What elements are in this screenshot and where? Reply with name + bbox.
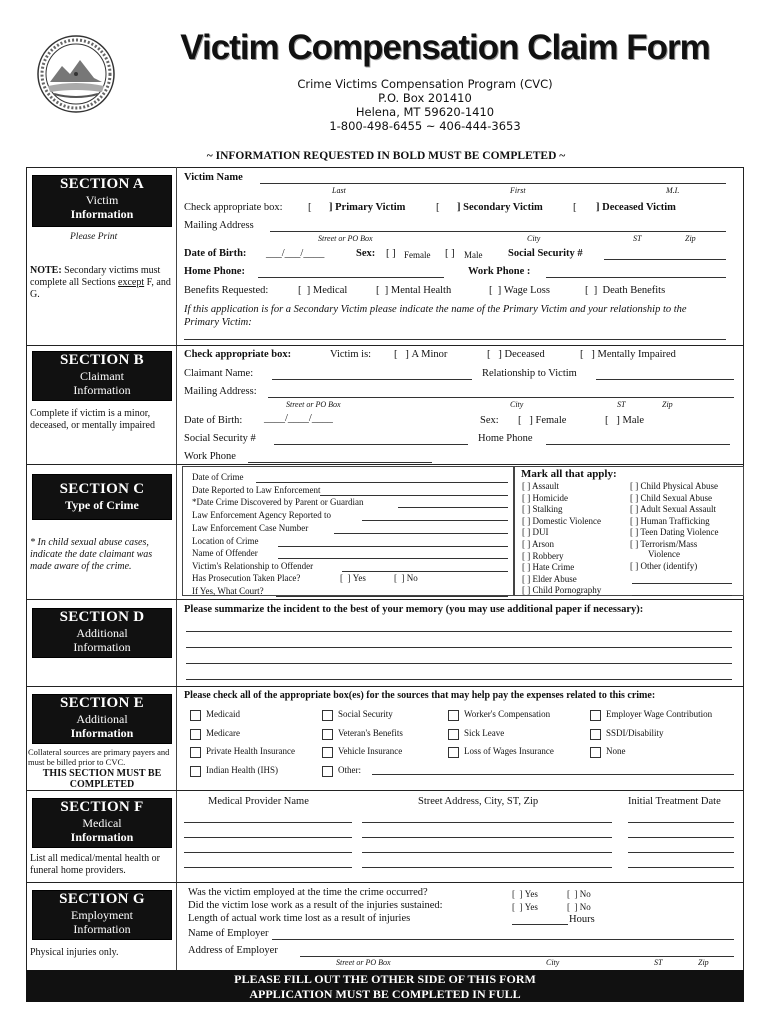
collateral-option-label: Vehicle Insurance <box>338 746 403 756</box>
employer-name-label: Name of Employer <box>188 928 269 939</box>
separator <box>26 790 744 791</box>
footer-line-1: PLEASE FILL OUT THE OTHER SIDE OF THIS FORM <box>234 972 536 986</box>
other-source-field[interactable] <box>372 774 734 775</box>
collateral-option-label: Employer Wage Contribution <box>606 709 713 719</box>
home-phone-field-b[interactable] <box>546 444 730 445</box>
incident-line-3[interactable] <box>186 663 732 664</box>
crime-field-label: Law Enforcement Agency Reported to <box>192 510 331 521</box>
lose-work-no[interactable]: No <box>579 902 591 912</box>
section-f-header: SECTION F Medical Information <box>32 798 172 848</box>
collateral-checkbox[interactable] <box>190 729 201 740</box>
crime-field-label: *Date Crime Discovered by Parent or Guardian <box>192 497 364 508</box>
provider-col-header: Medical Provider Name <box>208 796 309 807</box>
home-phone-label: Home Phone: <box>184 266 245 277</box>
city-label-b: City <box>510 400 524 409</box>
dob-label-b: Date of Birth: <box>184 415 243 426</box>
dob-field-b[interactable]: ____/____/____ <box>264 413 333 424</box>
provider-entry-field[interactable] <box>362 837 612 838</box>
collateral-option-label: Other: <box>338 764 361 775</box>
secondary-victim-label: Secondary Victim <box>463 202 543 213</box>
section-a-header: SECTION A Victim Information <box>32 175 172 227</box>
section-e-required: THIS SECTION MUST BE COMPLETED <box>42 768 162 790</box>
section-g-header: SECTION G Employment Information <box>32 890 172 940</box>
crime-field-input[interactable] <box>278 546 508 547</box>
collateral-option-label: Loss of Wages Insurance <box>464 746 554 756</box>
crime-field-label: Law Enforcement Case Number <box>192 522 309 533</box>
mi-label: M.I. <box>666 186 680 195</box>
crime-field-label: Date of Crime <box>192 472 244 482</box>
crime-type-option[interactable]: [ ] Child Sexual Abuse <box>630 492 712 503</box>
provider-entry-field[interactable] <box>184 852 352 853</box>
incident-line-2[interactable] <box>186 647 732 648</box>
mark-all-label: Mark all that apply: <box>521 468 617 480</box>
crime-field-input[interactable] <box>278 558 508 559</box>
benefit-mental-health[interactable]: Mental Health <box>390 285 452 296</box>
crime-type-option[interactable]: [ ] Terrorism/Mass <box>630 539 698 549</box>
footer-banner <box>26 970 744 1002</box>
victim-name-field[interactable] <box>260 183 726 184</box>
date-col-header: Initial Treatment Date <box>628 796 721 807</box>
crime-type-option[interactable]: [ ] Homicide <box>522 492 568 503</box>
zip-label-b: Zip <box>662 400 673 409</box>
victim-is-label: Victim is: <box>330 349 372 360</box>
section-b-header: SECTION B Claimant Information <box>32 351 172 401</box>
st-label: ST <box>633 234 642 243</box>
employer-city-label: City <box>546 958 560 967</box>
home-phone-field[interactable] <box>258 277 444 278</box>
lose-work-question: Did the victim lose work as a result of the injuries sustained: <box>188 900 443 911</box>
employed-yes[interactable]: Yes <box>524 889 538 899</box>
length-question: Length of actual work time lost as a result of injuries <box>188 913 411 924</box>
primary-victim-checkbox[interactable] <box>314 204 323 213</box>
employer-name-field[interactable] <box>272 939 734 940</box>
collateral-option-label: Veteran's Benefits <box>338 727 403 738</box>
check-box-label: Check appropriate box: <box>184 202 283 213</box>
benefit-death[interactable]: Death Benefits <box>602 285 666 296</box>
collateral-checkbox[interactable] <box>190 710 201 721</box>
crime-type-option[interactable]: [ ] Assault <box>522 481 559 491</box>
male-option-b[interactable]: Male <box>622 415 645 426</box>
collateral-option-label: Medicare <box>206 727 240 738</box>
provider-entry-field[interactable] <box>184 837 352 838</box>
separator <box>26 882 744 883</box>
collateral-checkbox[interactable] <box>322 747 333 758</box>
collateral-option-label: SSDI/Disability <box>606 727 664 738</box>
section-e-header: SECTION E Additional Information <box>32 694 172 744</box>
female-option-b[interactable]: Female <box>535 415 567 426</box>
crime-type-option[interactable]: [ ] Teen Dating Violence <box>630 527 719 538</box>
crime-type-option[interactable]: [ ] Stalking <box>522 504 563 515</box>
section-g-note: Physical injuries only. <box>30 947 119 958</box>
benefits-label: Benefits Requested: <box>184 285 269 296</box>
crime-type-option[interactable]: [ ] Child Physical Abuse <box>630 481 719 491</box>
crime-field-input[interactable] <box>398 507 508 508</box>
employer-zip-label: Zip <box>698 958 709 967</box>
deceased-victim-checkbox[interactable] <box>579 204 588 213</box>
city-label: City <box>527 234 541 243</box>
ssn-field[interactable] <box>604 259 726 260</box>
provider-entry-field[interactable] <box>628 852 734 853</box>
section-c-note: * In child sexual abuse cases, indicate the date claimant was made aware of the crime. <box>30 537 153 572</box>
mailing-address-label: Mailing Address <box>184 220 254 231</box>
crime-field-input[interactable] <box>362 520 508 521</box>
collateral-checkbox[interactable] <box>590 747 601 758</box>
collateral-checkbox[interactable] <box>448 747 459 758</box>
collateral-option-label: Indian Health (IHS) <box>206 764 278 775</box>
crime-type-option[interactable]: [ ] Elder Abuse <box>522 573 577 584</box>
crime-field-input[interactable] <box>342 571 508 572</box>
collateral-option-label: Sick Leave <box>464 727 505 738</box>
which-court-field[interactable] <box>276 596 508 597</box>
employed-no[interactable]: No <box>579 889 591 899</box>
deceased-victim-label: Deceased Victim <box>602 202 676 213</box>
claimant-name-label: Claimant Name: <box>184 368 254 379</box>
work-phone-label: Work Phone : <box>468 266 531 277</box>
section-e-note: Collateral sources are primary payers and must be billed prior to CVC. <box>28 747 170 767</box>
separator <box>26 686 744 687</box>
collateral-option-label: Worker's Compensation <box>464 709 551 719</box>
collateral-option-label: None <box>606 746 626 756</box>
victim-name-label: Victim Name <box>184 172 243 183</box>
provider-entry-field[interactable] <box>362 852 612 853</box>
employer-street-label: Street or PO Box <box>336 958 391 967</box>
crime-type-option[interactable]: [ ] Human Trafficking <box>630 515 710 526</box>
provider-entry-field[interactable] <box>362 822 612 823</box>
secondary-victim-checkbox[interactable] <box>442 204 451 213</box>
secondary-victim-field[interactable] <box>184 339 726 340</box>
ssn-field-b[interactable] <box>274 444 468 445</box>
provider-entry-field[interactable] <box>628 867 734 868</box>
collateral-option-label: Private Health Insurance <box>206 746 295 756</box>
collateral-checkbox[interactable] <box>448 729 459 740</box>
female-option[interactable]: Female <box>404 250 431 260</box>
home-phone-label-b: Home Phone <box>478 433 533 444</box>
please-print: Please Print <box>70 232 118 242</box>
section-b-note: Complete if victim is a minor, deceased, or mentally impaired <box>30 408 155 431</box>
dob-label: Date of Birth: <box>184 248 247 259</box>
crime-type-option[interactable]: [ ] Adult Sexual Assault <box>630 504 716 515</box>
impaired-option[interactable]: Mentally Impaired <box>597 349 676 360</box>
crime-field-label: Location of Crime <box>192 535 259 546</box>
employer-address-label: Address of Employer <box>188 945 278 956</box>
employed-question: Was the victim employed at the time the crime occurred? <box>188 887 428 898</box>
prosecution-label: Has Prosecution Taken Place? <box>192 573 301 583</box>
zip-label: Zip <box>685 234 696 243</box>
crime-other[interactable]: Other (identify) <box>640 561 698 571</box>
ssn-label-b: Social Security # <box>184 433 256 444</box>
crime-type-option[interactable]: [ ] DUI <box>522 527 549 538</box>
state-seal-icon <box>36 34 116 114</box>
mailing-address-label-b: Mailing Address: <box>184 386 257 397</box>
first-label: First <box>510 186 526 195</box>
crime-type-option[interactable]: [ ] Child Pornography <box>522 585 602 596</box>
street-label: Street or PO Box <box>318 234 373 243</box>
crime-type-option[interactable]: [ ] Arson <box>522 539 554 549</box>
prosecution-yes[interactable]: Yes <box>352 573 366 583</box>
collateral-checkbox[interactable] <box>590 729 601 740</box>
male-option[interactable]: Male <box>464 250 483 260</box>
provider-entry-field[interactable] <box>362 867 612 868</box>
separator <box>26 599 744 600</box>
separator <box>26 345 744 346</box>
form-title: Victim Compensation Claim Form <box>180 28 710 67</box>
collateral-checkbox[interactable] <box>448 710 459 721</box>
check-box-label-b: Check appropriate box: <box>184 349 292 360</box>
crime-field-input[interactable] <box>256 482 508 483</box>
st-label-b: ST <box>617 400 626 409</box>
relationship-field[interactable] <box>596 379 734 380</box>
collateral-prompt: Please check all of the appropriate box(es) for the sources that may help pay the expenses related to this crime: <box>184 690 656 701</box>
primary-victim-label: Primary Victim <box>335 202 406 213</box>
provider-entry-field[interactable] <box>184 822 352 823</box>
section-c-header: SECTION C Type of Crime <box>32 474 172 520</box>
separator <box>26 464 744 465</box>
work-phone-label-b: Work Phone <box>184 451 236 462</box>
mailing-address-field[interactable] <box>270 231 726 232</box>
section-a-note: NOTE: Secondary victims must complete all Sections except F, and G. <box>30 265 171 300</box>
collateral-checkbox[interactable] <box>590 710 601 721</box>
address-col-header: Street Address, City, ST, Zip <box>418 796 539 807</box>
section-d-header: SECTION D Additional Information <box>32 608 172 658</box>
claimant-name-field[interactable] <box>272 379 472 380</box>
required-note: ~ INFORMATION REQUESTED IN BOLD MUST BE COMPLETED ~ <box>206 150 566 162</box>
section-divider <box>176 167 177 970</box>
crime-field-label: Date Reported to Law Enforcement <box>192 484 321 495</box>
sex-label: Sex: <box>356 248 376 259</box>
sex-label-b: Sex: <box>480 415 499 426</box>
crime-type-option[interactable]: [ ] Hate Crime <box>522 562 575 573</box>
benefit-medical[interactable]: Medical <box>312 285 348 296</box>
crime-other-field-1[interactable] <box>632 583 732 584</box>
incident-line-1[interactable] <box>186 631 732 632</box>
crime-field-input[interactable] <box>334 533 508 534</box>
secondary-victim-note: If this application is for a Secondary Victim please indicate the name of the Primary Victim and your relationship to the Primary Victim: <box>184 304 687 328</box>
mailing-address-field-b[interactable] <box>268 397 734 398</box>
prosecution-no[interactable]: No <box>406 573 418 583</box>
last-label: Last <box>332 186 346 195</box>
hours-field[interactable] <box>512 924 568 925</box>
minor-option[interactable]: A Minor <box>411 349 448 360</box>
crime-field-label: Victim's Relationship to Offender <box>192 560 314 571</box>
collateral-checkbox[interactable] <box>322 766 333 777</box>
collateral-checkbox[interactable] <box>322 710 333 721</box>
which-court-label: If Yes, What Court? <box>192 586 264 596</box>
employer-address-field[interactable] <box>300 956 734 957</box>
section-f-note: List all medical/mental health or funeral home providers. <box>30 853 160 876</box>
crime-other-field-2[interactable] <box>632 595 732 596</box>
work-phone-field[interactable] <box>546 277 726 278</box>
collateral-checkbox[interactable] <box>190 766 201 777</box>
work-phone-field-b[interactable] <box>248 462 432 463</box>
crime-field-label: Name of Offender <box>192 548 258 559</box>
collateral-checkbox[interactable] <box>322 729 333 740</box>
incident-prompt: Please summarize the incident to the best of your memory (you may use additional paper if necessary): <box>184 604 644 615</box>
ssn-label: Social Security # <box>508 248 583 259</box>
crime-type-option[interactable]: [ ] Robbery <box>522 550 564 561</box>
street-label-b: Street or PO Box <box>286 400 341 409</box>
dob-field[interactable]: ___/___/____ <box>266 248 325 259</box>
footer-line-2: APPLICATION MUST BE COMPLETED IN FULL <box>249 987 521 1001</box>
crime-type-option[interactable]: [ ] Domestic Violence <box>522 515 602 526</box>
provider-entry-field[interactable] <box>628 822 734 823</box>
hours-label: Hours <box>569 914 595 925</box>
collateral-option-label: Social Security <box>338 709 393 719</box>
collateral-option-label: Medicaid <box>206 709 240 719</box>
relationship-label: Relationship to Victim <box>482 368 577 379</box>
provider-entry-field[interactable] <box>628 837 734 838</box>
crime-field-input[interactable] <box>320 495 508 496</box>
incident-line-4[interactable] <box>186 679 732 680</box>
provider-entry-field[interactable] <box>184 867 352 868</box>
deceased-option[interactable]: Deceased <box>504 349 545 360</box>
collateral-checkbox[interactable] <box>190 747 201 758</box>
lose-work-yes[interactable]: Yes <box>524 902 538 912</box>
crime-violence-cont: Violence <box>648 549 680 559</box>
employer-st-label: ST <box>654 958 663 967</box>
program-address: Crime Victims Compensation Program (CVC) P.O. Box 201410 Helena, MT 59620-1410 1-800-498-6455 ~ 406-444-3653 <box>297 77 553 133</box>
benefit-wage-loss[interactable]: Wage Loss <box>503 285 550 296</box>
